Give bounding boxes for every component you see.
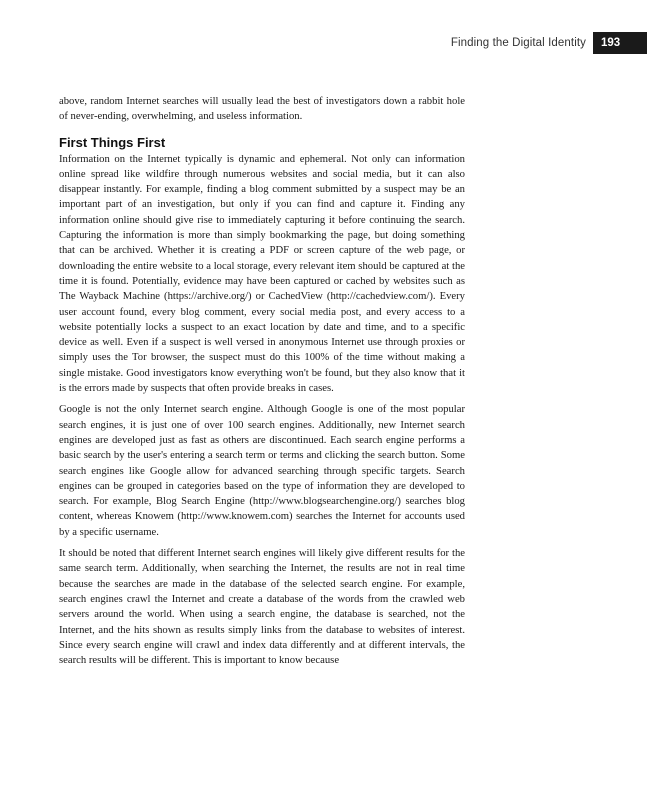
running-title: Finding the Digital Identity — [450, 37, 586, 49]
body-paragraph: It should be noted that different Internet search engines will likely give different results for the same search term. Additionally, when searching the Internet, the results are not in real time because the searches are made in the database of the selected search engine. For example, search engines crawl the Internet and create a database of the words from the crawled web servers around the world. When using a search engine, the database is searched, not the Internet, and the hits shown as results simply links from the database to websites of interest. Since every search engine will crawl and index data differently and at different intervals, the search results will be different. This is important to know because — [59, 548, 465, 667]
section-heading: First Things First — [59, 134, 166, 150]
page-body — [59, 94, 465, 668]
running-header — [451, 32, 647, 54]
intro-paragraph: above, random Internet searches will usually lead the best of investigators down a rabbit hole of never-ending, overwhelming, and useless information. — [59, 96, 465, 123]
body-paragraph: Information on the Internet typically is dynamic and ephemeral. Not only can information online spread like wildfire through numerous websites and social media, but it can also disappear instantly. For example, finding a blog comment submitted by a suspect may be an important part of an investigation, but only if you can find and capture it. Finding any information online should give rise to immediately capturing it before continuing the search. Capturing the information is more than simply bookmarking the page, but doing something that can be archived. Whether it is creating a PDF or screen capture of the web page, or downloading the entire website to a local storage, every relevant item should be captured at the time it is found. Potentially, evidence may have been captured or cached by websites such as The Wayback Machine (https://archive.org/) or CachedView (http://cachedview.com/). Every user account found, every blog comment, every social media post, and every access to a website potentially locks a suspect to an exact location by date and time, and to a specific device as well. Even if a suspect is well versed in anonymous Internet use through proxies or simply uses the Tor browser, the suspect must do this 100% of the time without making a single mistake. Good investigators know everything won't be found, but they also know that it is the errors made by suspects that often provide breaks in cases. — [59, 153, 465, 395]
page-number: 193 — [593, 32, 647, 54]
body-paragraph: Google is not the only Internet search engine. Although Google is one of the most popular search engines, it is just one of over 100 search engines. Additionally, new Internet search engines are developed just as fast as others are discontinued. Each search engine performs a basic search by the user's entering a search term or terms and clicking the search button. Some search engines like Google allow for advanced searching through specific targets. Search engines can be grouped in categories based on the type of information they are developed to search. For example, Blog Search Engine (http://www.blogsearchengine.org/) searches blog content, whereas Knowem (http://www.knowem.com) searches the Internet for accounts used by a specific username. — [59, 404, 465, 538]
